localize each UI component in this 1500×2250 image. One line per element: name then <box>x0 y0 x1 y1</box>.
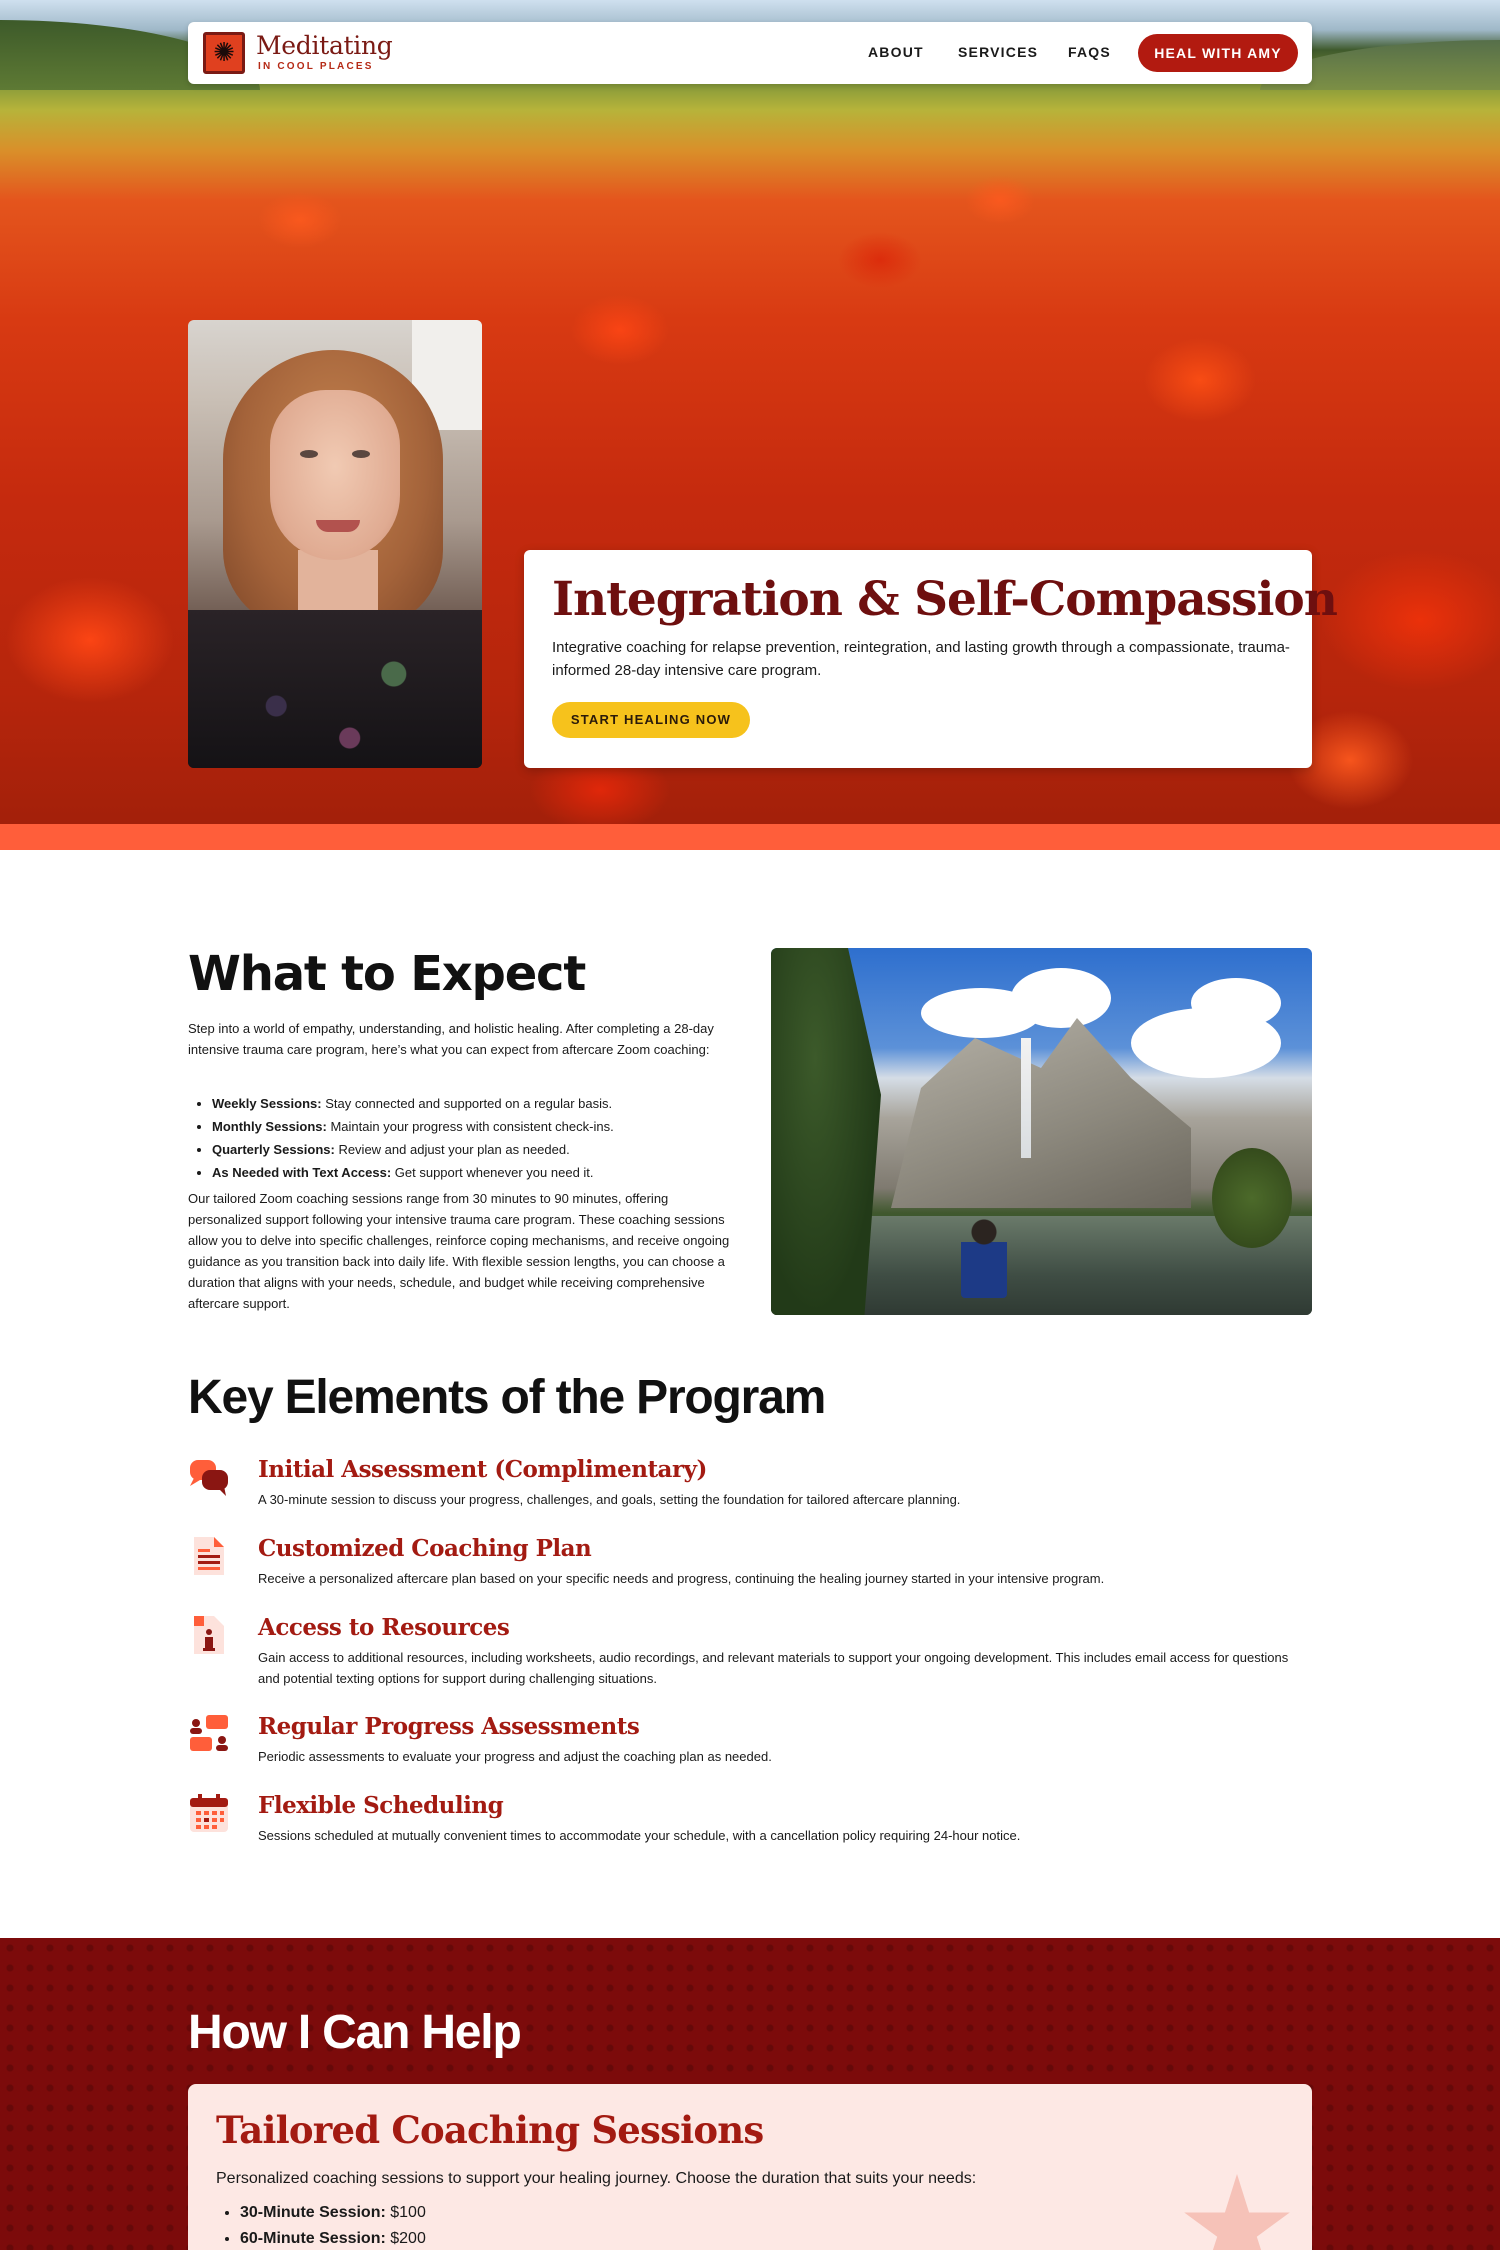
key-element-desc: Periodic assessments to evaluate your progress and adjust the coaching plan as needed. <box>258 1749 772 1764</box>
info-document-icon <box>188 1614 230 1656</box>
key-element-title: Access to Resources <box>258 1614 510 1641</box>
list-item: • Monthly Sessions: Maintain your progress with consistent check-ins. <box>212 1115 732 1138</box>
heal-with-amy-button[interactable]: HEAL WITH AMY <box>1138 34 1298 72</box>
list-item: • As Needed with Text Access: Get support whenever you need it. <box>212 1161 732 1184</box>
card-title: Tailored Coaching Sessions <box>216 2108 764 2152</box>
start-healing-button[interactable]: START HEALING NOW <box>552 702 750 738</box>
key-element-desc: Sessions scheduled at mutually convenient times to accommodate your schedule, with a cancellation policy requiring 24-hour notice. <box>258 1828 1021 1843</box>
key-element-desc: Receive a personalized aftercare plan based on your specific needs and progress, continuing the healing journey started in your intensive program. <box>258 1571 1105 1586</box>
star-decoration-icon <box>1182 2174 1292 2250</box>
hero-description: Integrative coaching for relapse prevention, reintegration, and lasting growth through a compassionate, trauma-informed 28-day intensive care program. <box>552 639 1290 679</box>
expect-heading: What to Expect <box>188 946 586 1002</box>
coaching-sessions-card <box>188 2084 1312 2250</box>
list-item: • Quarterly Sessions: Review and adjust your plan as needed. <box>212 1138 732 1161</box>
key-element-title: Initial Assessment (Complimentary) <box>258 1456 707 1483</box>
session-price-list <box>240 2200 426 2250</box>
key-element-desc: A 30-minute session to discuss your progress, challenges, and goals, setting the foundation for tailored aftercare planning. <box>258 1492 961 1507</box>
calendar-icon <box>188 1792 230 1834</box>
logo-icon[interactable]: ✺ <box>203 32 245 74</box>
logo-title[interactable]: Meditating <box>256 31 393 60</box>
document-icon <box>188 1535 230 1577</box>
help-heading: How I Can Help <box>188 2006 521 2059</box>
hero-divider-band <box>0 824 1500 850</box>
key-element-title: Customized Coaching Plan <box>258 1535 592 1562</box>
list-item: • 60-Minute Session: $200 <box>240 2226 426 2250</box>
key-elements-heading: Key Elements of the Program <box>188 1371 826 1424</box>
expect-intro: Step into a world of empathy, understanding, and holistic healing. After completing a 28-day intensive trauma care program, here’s what you can expect from aftercare Zoom coaching: <box>188 1021 714 1057</box>
hero-section <box>0 0 1500 824</box>
nav-link-faqs[interactable]: FAQS <box>1068 44 1111 60</box>
conversation-icon <box>188 1713 230 1755</box>
top-navigation <box>188 22 1312 84</box>
coach-portrait-image <box>188 320 482 768</box>
key-element-desc: Gain access to additional resources, including worksheets, audio recordings, and relevant materials to support your ongoing development. This includes email access for questions and potential texting options for support during challenging situations. <box>258 1650 1289 1686</box>
hero-card <box>524 550 1337 768</box>
key-element-title: Regular Progress Assessments <box>258 1713 640 1740</box>
logo-subtitle[interactable]: IN COOL PLACES <box>258 61 374 72</box>
list-item: • 30-Minute Session: $100 <box>240 2200 426 2226</box>
expect-outro: Our tailored Zoom coaching sessions range from 30 minutes to 90 minutes, offering personalized support following your intensive trauma care program. These coaching sessions allow you to delve into specific challenges, reinforce coping mechanisms, and receive ongoing guidance as you transition back into daily life. With flexible session lengths, you can choose a duration that aligns with your needs, schedule, and budget while receiving comprehensive aftercare support. <box>188 1191 730 1311</box>
yosemite-photo <box>771 948 1312 1315</box>
expect-list <box>212 1092 732 1184</box>
list-item: • Weekly Sessions: Stay connected and supported on a regular basis. <box>212 1092 732 1115</box>
chat-bubbles-icon <box>188 1456 230 1498</box>
nav-link-about[interactable]: ABOUT <box>868 44 924 60</box>
key-element-title: Flexible Scheduling <box>258 1792 504 1819</box>
nav-link-services[interactable]: SERVICES <box>958 44 1039 60</box>
hero-title: Integration & Self-Compassion <box>552 572 1337 627</box>
card-description: Personalized coaching sessions to support your healing journey. Choose the duration that suits your needs: <box>216 2170 977 2187</box>
